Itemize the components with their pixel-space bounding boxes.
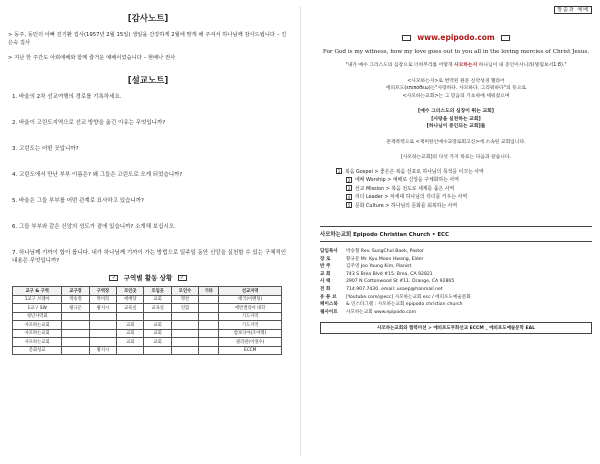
table-cell bbox=[171, 312, 198, 321]
info-value: 743 S Brea Blvd #15. Brea, CA 92821 bbox=[346, 271, 433, 277]
church-name: 사모하는교회 Epipodo Christian Church • ECC bbox=[320, 226, 592, 242]
number-2-icon: 2 bbox=[347, 177, 351, 183]
table-cell: 태국(이벤팅) bbox=[219, 295, 282, 304]
info-value: 김주영 Joo Young Kim, Pianist bbox=[346, 264, 412, 270]
info-label: 교 회 bbox=[320, 271, 331, 277]
table-cell: 1교구 SW bbox=[13, 304, 62, 313]
table-cell: 박미라 bbox=[89, 295, 116, 304]
header-badge: 말씀과 예배 bbox=[554, 6, 592, 14]
table-cell: 교회 bbox=[144, 329, 171, 338]
table-cell bbox=[89, 329, 116, 338]
table-cell bbox=[62, 346, 89, 355]
table-cell: 기도지역 bbox=[219, 321, 282, 330]
info-row bbox=[320, 301, 592, 309]
table-cell: 1교구 브레아 bbox=[13, 295, 62, 304]
table-cell: 교회 bbox=[117, 329, 144, 338]
verse-english: For God is my witness, how my love goes out to you all in the loving mercies of Christ Jesus. bbox=[322, 49, 590, 55]
table-cell bbox=[89, 312, 116, 321]
table-cell bbox=[62, 321, 89, 330]
table-cell: 사모하는교회 bbox=[13, 338, 62, 347]
table-cell bbox=[62, 338, 89, 347]
thanks-note: > 지난 한 주간도 아뢰에배와 함께 즐거운 예배이었습니다 – 현배나 권사 bbox=[8, 55, 176, 61]
question: 3. 고린도는 어떤 곳입니까? bbox=[12, 146, 79, 152]
verse-korean bbox=[320, 62, 592, 70]
info-row bbox=[320, 248, 592, 256]
info-label: 담임목사 bbox=[320, 249, 338, 254]
goal-main-label: 복음 Gospel > 좋은은 복음 선포로 하나님의 목적을 이끄는 사역 bbox=[345, 168, 484, 175]
thanks-note: > 동주, 동민의 아빠 진기환 집사(1957년 2월 15일) 생일을 건강하게 2월에 맞게 해 주셔서 하나님께 감사드립니다 – 진은숙 집사 bbox=[8, 32, 287, 46]
table-cell: 에배당 bbox=[117, 295, 144, 304]
info-row bbox=[320, 278, 592, 286]
table-cell bbox=[199, 346, 219, 355]
info-value: 사모하는교회 www.epipodo.com bbox=[346, 309, 417, 315]
goal-item bbox=[320, 202, 592, 211]
table-cell bbox=[199, 321, 219, 330]
identity-line: [하나님이 증인되는 교회]를 bbox=[426, 124, 486, 129]
question: 4. 고린도에서 만난 부부 이름은? 왜 그들은 고린도로 오게 되었습니까? bbox=[12, 172, 183, 178]
identity-paragraph bbox=[320, 108, 592, 131]
table-header-cell: 구역장 bbox=[89, 287, 116, 296]
goals-intro: [사모하는교회]의 다섯 가지 목표는 다음과 같습니다. bbox=[400, 155, 512, 160]
table-cell bbox=[62, 312, 89, 321]
info-value: [Youtube.com/@ecc] 사모하는교회 ecc / 에피포도예술문화 bbox=[346, 294, 471, 300]
info-row bbox=[320, 256, 592, 264]
table-cell bbox=[171, 329, 198, 338]
sermon-title: [설교노트] bbox=[127, 76, 169, 86]
info-label: 웹사이트 bbox=[320, 309, 338, 315]
info-value: 황규문 Mr. Kyu Moon Hwang, Elder bbox=[346, 256, 424, 262]
table-cell bbox=[144, 346, 171, 355]
table-cell bbox=[89, 321, 116, 330]
info-value: 박승철 Rev. SungChul Baek, Pastor bbox=[346, 249, 424, 254]
table-cell: 교회 bbox=[144, 321, 171, 330]
activity-table bbox=[12, 286, 282, 355]
info-value: & 인스타그램 : 사모하는교회 epipodo christian church bbox=[346, 302, 463, 308]
intro-line: <사모하는지>로 번역된 원문 신약성경 헬라어 bbox=[407, 78, 505, 84]
table-cell: 기도지역 bbox=[219, 312, 282, 321]
question-list bbox=[8, 93, 288, 265]
table-cell: 교회 bbox=[117, 321, 144, 330]
identity-line: [예수 그리스도의 심장이 뛰는 교회] bbox=[418, 109, 494, 114]
number-4-icon: 4 bbox=[347, 194, 351, 200]
goal-label: 선교 Mission > 복음 전도로 세계를 품은 사역 bbox=[355, 185, 455, 192]
info-row bbox=[320, 271, 592, 279]
table-cell: 문화성교 bbox=[13, 346, 62, 355]
table-cell: 교육실 bbox=[144, 304, 171, 313]
question: 5. 바울은 그들 부부를 어떤 관계로 묘사하고 있습니까? bbox=[12, 198, 144, 204]
table-cell bbox=[144, 312, 171, 321]
table-row bbox=[13, 338, 282, 347]
question: 7. 하나님께 기까이 합이 봅니다. 내가 하나님께 기까이 가는 방법으로 일주일 동안 신앙을 실천할 수 있는 구체적인 내용은 무엇입니까? bbox=[12, 250, 287, 264]
table-cell: 연합 bbox=[171, 304, 198, 313]
table-cell: 황규문 bbox=[62, 304, 89, 313]
info-value: 714.907.7430. email: usaep@hanmail.net bbox=[346, 286, 443, 292]
verse-kr-pre: "내가 예수 그리스도의 심장으로 너희무리를 어떻게 bbox=[345, 63, 455, 68]
question: 1. 바울의 2차 선교여행의 경로를 기록하세요. bbox=[12, 94, 122, 100]
table-cell: 필리핀(이정수) bbox=[219, 338, 282, 347]
intro-line: <사모하는교회>는 그 믿음의 기초위에 세워졌으며 bbox=[402, 93, 510, 99]
affiliation-text: 흔재폭력으로 <재미한인예수교장로회고신>에 소속된 교회입니다. bbox=[386, 139, 526, 145]
table-cell: 교회 bbox=[144, 295, 171, 304]
table-cell bbox=[117, 312, 144, 321]
info-label: 반 주 bbox=[320, 264, 331, 270]
intro-paragraph bbox=[320, 78, 592, 101]
table-cell bbox=[199, 295, 219, 304]
table-header-row bbox=[13, 287, 282, 296]
site-banner bbox=[320, 33, 592, 42]
table-row bbox=[13, 346, 282, 355]
goal-label: 리더 Leader > 차세대 하나님의 리더를 키우는 사역 bbox=[355, 194, 468, 200]
table-row bbox=[13, 295, 282, 304]
table-row bbox=[13, 312, 282, 321]
verse-kr-post: 하나님이 내 증인이시니라(빌립보서1:8)." bbox=[477, 63, 567, 68]
header-badge-wrap bbox=[320, 6, 592, 13]
table-cell bbox=[89, 338, 116, 347]
thanks-title: [감사노트] bbox=[127, 14, 169, 24]
question: 6. 그들 부부와 같은 신앙의 성도가 곁에 있습니까? 소개해 보십시오. bbox=[12, 224, 176, 230]
activity-title-row bbox=[8, 273, 288, 282]
info-label: 사 택 bbox=[320, 279, 331, 285]
table-header-cell: 모인곳 bbox=[117, 287, 144, 296]
table-row bbox=[13, 321, 282, 330]
table-cell: 교회 bbox=[117, 338, 144, 347]
table-header-cell: 선교지역 bbox=[219, 287, 282, 296]
number-3-icon: 3 bbox=[347, 186, 351, 191]
table-cell: ECCM bbox=[219, 346, 282, 355]
table-cell bbox=[199, 338, 219, 347]
question: 2. 바울이 고린도지역으로 선교 방향을 옮긴 이유는 무엇입니까? bbox=[12, 120, 166, 126]
table-cell: 교회 bbox=[144, 338, 171, 347]
table-cell: 박승철 bbox=[62, 295, 89, 304]
table-cell: 에반젤리아 대학 bbox=[219, 304, 282, 313]
table-cell: 황지시 bbox=[89, 346, 116, 355]
goal-label: 예배 Worship > 예배로 신앙을 구체화하는 사역 bbox=[355, 177, 459, 183]
info-row bbox=[320, 294, 592, 302]
verse-kr-emphasis: 사모하는지 bbox=[454, 63, 478, 68]
table-body bbox=[13, 295, 282, 355]
info-label: 장 로 bbox=[320, 256, 331, 262]
table-cell bbox=[62, 329, 89, 338]
table-cell: 황지시 bbox=[89, 304, 116, 313]
table-row bbox=[13, 304, 282, 313]
church-info bbox=[320, 248, 592, 316]
info-value: 2907 N Cottonwood St #11. Orange, CA 92865 bbox=[346, 279, 455, 285]
table-cell: 캄보디아(조야명) bbox=[219, 329, 282, 338]
table-header-cell: 모인수 bbox=[171, 287, 198, 296]
info-row bbox=[320, 286, 592, 294]
table-cell: 사모하는교회 bbox=[13, 321, 62, 330]
table-header-cell: 모임곳 bbox=[144, 287, 171, 296]
checkbox-icon bbox=[501, 35, 510, 41]
goal-item bbox=[320, 168, 592, 177]
thanks-notes bbox=[8, 31, 288, 62]
checkbox-icon bbox=[402, 35, 411, 41]
intro-line: 에피포도(επιποθεω)는"사랑하다. 사모하다. 그리워하다"의 뜻으로 bbox=[385, 86, 527, 91]
activity-title: 구역별 활동 상황 bbox=[123, 274, 173, 282]
info-row bbox=[320, 309, 592, 317]
table-header-cell: 교구 & 구역 bbox=[13, 287, 62, 296]
table-cell: 청년사역회 bbox=[13, 312, 62, 321]
site-url-link[interactable]: www.epipodo.com bbox=[417, 33, 495, 42]
table-cell: 사모하는교회 bbox=[13, 329, 62, 338]
info-label: 페이스북 bbox=[320, 302, 338, 308]
identity-line: [사랑을 실천하는 교회] bbox=[431, 116, 481, 122]
table-cell bbox=[171, 321, 198, 330]
table-cell: 교육실 bbox=[117, 304, 144, 313]
table-row bbox=[13, 329, 282, 338]
goal-label: 문화 Culture > 하나님의 문화를 회복하는 사역 bbox=[355, 202, 458, 209]
goal-item bbox=[320, 185, 592, 194]
mission-footer: 사모하는교회와 협력미션 > 에피포도무화선교 ECCM _ 에피포도예술문학 EAL bbox=[320, 322, 592, 334]
table-cell bbox=[199, 312, 219, 321]
goal-item bbox=[320, 176, 592, 185]
table-header-cell: 기타 bbox=[199, 287, 219, 296]
checkbox-icon: ✓ bbox=[178, 275, 187, 281]
table-cell bbox=[171, 346, 198, 355]
checkbox-icon: ✓ bbox=[109, 275, 118, 281]
info-label: 유 튜 브 bbox=[320, 294, 337, 300]
table-cell bbox=[117, 346, 144, 355]
number-1-icon: 1 bbox=[337, 169, 341, 174]
table-cell bbox=[199, 304, 219, 313]
goal-item bbox=[320, 193, 592, 202]
info-row bbox=[320, 263, 592, 271]
info-label: 전 화 bbox=[320, 286, 331, 292]
goals-list bbox=[320, 168, 592, 211]
number-5-icon: 5 bbox=[347, 203, 351, 208]
table-header-cell: 교구장 bbox=[62, 287, 89, 296]
right-page bbox=[300, 0, 600, 464]
table-cell bbox=[171, 338, 198, 347]
table-cell: 명찬 bbox=[171, 295, 198, 304]
table-cell bbox=[199, 329, 219, 338]
